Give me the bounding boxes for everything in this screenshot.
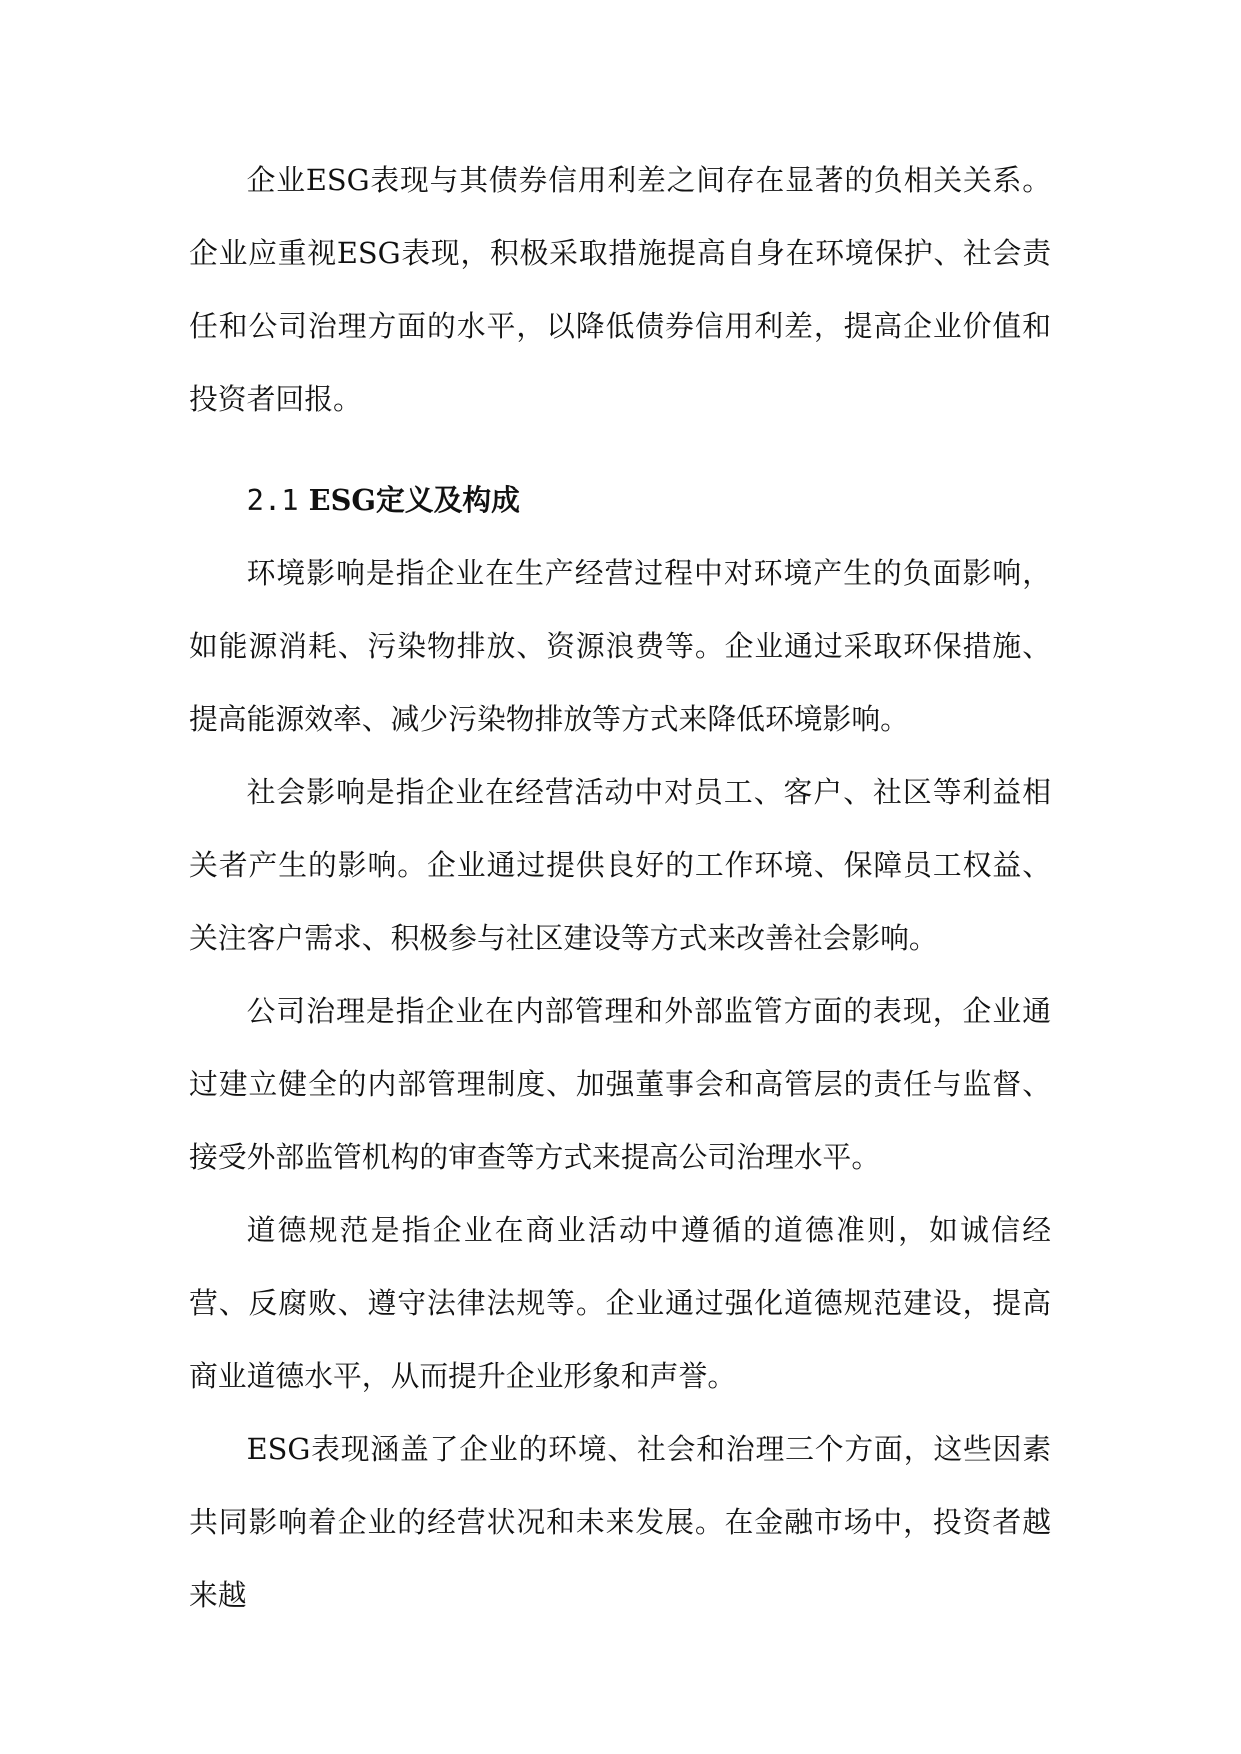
section-number: 2.1 — [246, 483, 299, 517]
document-body — [189, 144, 1051, 1632]
section-title: ESG定义及构成 — [308, 483, 520, 517]
paragraph-ethics: 道德规范是指企业在商业活动中遵循的道德准则，如诚信经营、反腐败、遵守法律法规等。企业通过强化道德规范建设，提高商业道德水平，从而提升企业形象和声誉。 — [189, 1213, 1051, 1393]
paragraph-intro: 企业ESG表现与其债券信用利差之间存在显著的负相关关系。企业应重视ESG表现，积极采取措施提高自身在环境保护、社会责任和公司治理方面的水平，以降低债券信用利差，提高企业价值和投资者回报。 — [189, 163, 1051, 416]
paragraph-esg-summary: ESG表现涵盖了企业的环境、社会和治理三个方面，这些因素共同影响着企业的经营状况和未来发展。在金融市场中，投资者越来越 — [189, 1432, 1051, 1612]
section-heading — [189, 464, 1051, 537]
paragraph-governance: 公司治理是指企业在内部管理和外部监管方面的表现，企业通过建立健全的内部管理制度、加强董事会和高管层的责任与监督、接受外部监管机构的审查等方式来提高公司治理水平。 — [189, 994, 1051, 1174]
paragraph-social: 社会影响是指企业在经营活动中对员工、客户、社区等利益相关者产生的影响。企业通过提供良好的工作环境、保障员工权益、关注客户需求、积极参与社区建设等方式来改善社会影响。 — [189, 775, 1051, 955]
paragraph-environment: 环境影响是指企业在生产经营过程中对环境产生的负面影响，如能源消耗、污染物排放、资源浪费等。企业通过采取环保措施、提高能源效率、减少污染物排放等方式来降低环境影响。 — [189, 556, 1051, 736]
